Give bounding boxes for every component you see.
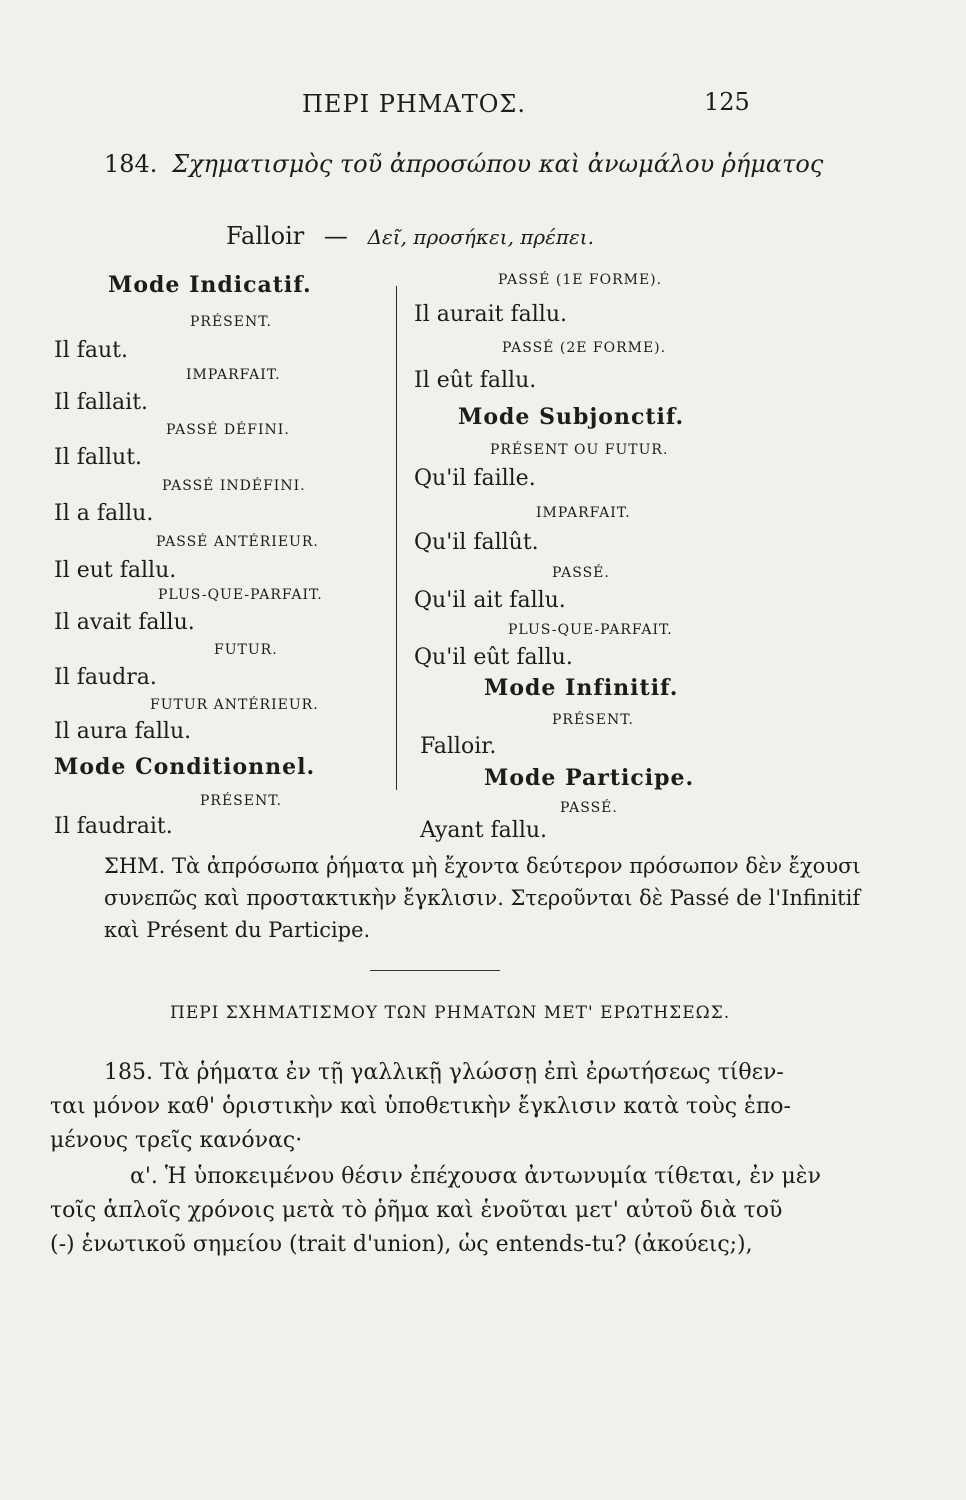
- passe2-form: Il eût fallu.: [414, 368, 537, 393]
- imparfait-label: IMPARFAIT.: [186, 367, 281, 383]
- plusqueparfait-label: PLUS-QUE-PARFAIT.: [158, 587, 323, 603]
- subj-passe-form: Qu'il ait fallu.: [414, 588, 566, 613]
- note-line-1: ΣΗΜ. Τὰ ἀπρόσωπα ῥήματα μὴ ἔχοντα δεύτερον πρόσωπον δὲν ἔχουσι: [104, 854, 861, 878]
- subj-imparfait-label: IMPARFAIT.: [536, 505, 631, 521]
- passe-indefini-label: PASSÉ INDÉFINI.: [162, 478, 306, 494]
- note-line-3: καὶ Présent du Participe.: [104, 918, 371, 942]
- interrogation-subheading: ΠΕΡΙ ΣΧΗΜΑΤΙΣΜΟΥ ΤΩΝ ΡΗΜΑΤΩΝ ΜΕΤ' ΕΡΩΤΗΣΕΩΣ.: [170, 1003, 731, 1023]
- mode-indicatif-heading: Mode Indicatif.: [108, 272, 312, 298]
- plusqueparfait-form: Il avait fallu.: [54, 610, 195, 635]
- column-divider: [396, 286, 397, 790]
- subj-imparfait-form: Qu'il fallût.: [414, 530, 539, 555]
- passe1-label: PASSÉ (1E FORME).: [498, 272, 663, 288]
- verb-dash: —: [323, 222, 348, 250]
- mode-conditionnel-heading: Mode Conditionnel.: [54, 754, 316, 780]
- verb-greek-gloss: Δεῖ, προσήκει, πρέπει.: [367, 225, 594, 249]
- running-title: ΠΕΡΙ ΡΗΜΑΤΟΣ.: [302, 90, 526, 118]
- para185-line-2: ται μόνον καθ' ὁριστικὴν καὶ ὑποθετικὴν ἔγκλισιν κατὰ τοὺς ἑπο-: [50, 1094, 791, 1119]
- passe-indefini-form: Il a fallu.: [54, 501, 154, 526]
- verb-heading: [226, 222, 594, 250]
- verb-infinitive: Falloir: [226, 222, 305, 250]
- para185-line-3: μένους τρεῖς κανόνας·: [50, 1128, 303, 1153]
- subj-pqp-form: Qu'il eût fallu.: [414, 645, 573, 670]
- passe-defini-label: PASSÉ DÉFINI.: [166, 422, 290, 438]
- passe1-form: Il aurait fallu.: [414, 302, 568, 327]
- part-passe-label: PASSÉ.: [560, 800, 618, 816]
- subj-present-label: PRÉSENT OU FUTUR.: [490, 442, 669, 458]
- para185-line-4: α'. Ἡ ὑποκειμένου θέσιν ἐπέχουσα ἀντωνυμία τίθεται, ἐν μὲν: [130, 1164, 821, 1189]
- para185-line-6: (-) ἑνωτικοῦ σημείου (trait d'union), ὡς entends-tu? (ἀκούεις;),: [50, 1232, 753, 1257]
- para185-line-5: τοῖς ἁπλοῖς χρόνοις μετὰ τὸ ῥῆμα καὶ ἑνοῦται μετ' αὐτοῦ διὰ τοῦ: [50, 1198, 783, 1223]
- part-passe-form: Ayant fallu.: [420, 818, 548, 843]
- passe2-label: PASSÉ (2E FORME).: [502, 340, 667, 356]
- futur-form: Il faudra.: [54, 665, 157, 690]
- subj-passe-label: PASSÉ.: [552, 565, 610, 581]
- present-form: Il faut.: [54, 338, 128, 363]
- para185-line-1: 185. Τὰ ῥήματα ἐν τῇ γαλλικῇ γλώσσῃ ἐπὶ ἐρωτήσεως τίθεν-: [104, 1060, 784, 1085]
- present-label: PRÉSENT.: [190, 314, 272, 330]
- section-number-184: 184.: [104, 150, 158, 178]
- imparfait-form: Il fallait.: [54, 390, 149, 415]
- mode-participe-heading: Mode Participe.: [484, 765, 695, 791]
- passe-defini-form: Il fallut.: [54, 445, 143, 470]
- futur-label: FUTUR.: [214, 642, 278, 658]
- cond-present-label: PRÉSENT.: [200, 793, 282, 809]
- inf-present-label: PRÉSENT.: [552, 712, 634, 728]
- cond-present-form: Il faudrait.: [54, 814, 173, 839]
- passe-anterieur-form: Il eut fallu.: [54, 558, 177, 583]
- section-title-184: Σχηματισμὸς τοῦ ἀπροσώπου καὶ ἀνωμάλου ῥήματος: [172, 150, 824, 178]
- inf-present-form: Falloir.: [420, 734, 497, 759]
- note-line-2: συνεπῶς καὶ προστακτικὴν ἔγκλισιν. Στεροῦνται δὲ Passé de l'Infinitif: [104, 886, 861, 910]
- page-number: 125: [704, 88, 750, 116]
- mode-subjonctif-heading: Mode Subjonctif.: [458, 404, 685, 430]
- passe-anterieur-label: PASSÉ ANTÉRIEUR.: [156, 534, 319, 550]
- mode-infinitif-heading: Mode Infinitif.: [484, 675, 679, 701]
- subj-present-form: Qu'il faille.: [414, 466, 536, 491]
- futur-anterieur-form: Il aura fallu.: [54, 719, 192, 744]
- subj-pqp-label: PLUS-QUE-PARFAIT.: [508, 622, 673, 638]
- futur-anterieur-label: FUTUR ANTÉRIEUR.: [150, 697, 319, 713]
- section-divider: [370, 970, 500, 971]
